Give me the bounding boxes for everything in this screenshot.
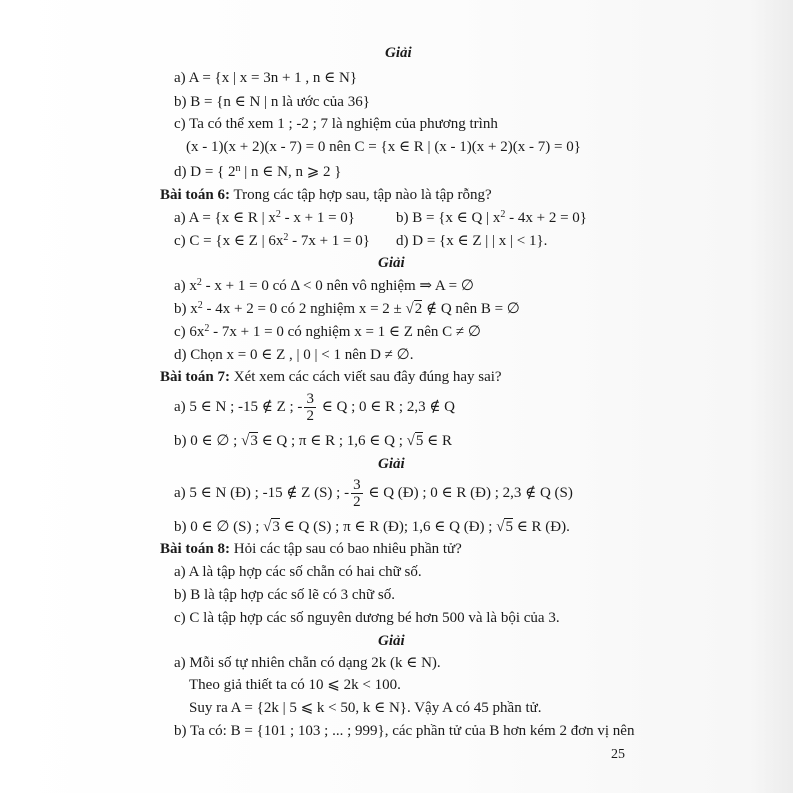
problem-title: Bài toán 7: <box>160 369 231 385</box>
problem-7-b: b) 0 ∈ ∅ ; √3 ∈ Q ; π ∈ R ; 1,6 ∈ Q ; √5 ∈ R <box>174 433 452 449</box>
solution-6-a <box>174 277 474 295</box>
text-fragment: c) C = {x ∈ Z | 6x <box>174 233 284 249</box>
sqrt-radicand: 3 <box>272 519 280 535</box>
text-fragment: b) 0 ∈ ∅ (S) ; <box>174 519 264 535</box>
problem-7-a <box>174 390 455 424</box>
problem-6-statement <box>160 186 492 204</box>
text-fragment: ∈ R (Đ). <box>512 519 570 535</box>
text-fragment: | n ∈ N, n ⩾ 2 } <box>240 164 342 180</box>
superscript: 2 <box>197 300 203 311</box>
sqrt-radicand: 5 <box>505 519 513 535</box>
text-fragment: a) A = {x ∈ R | x <box>174 210 276 226</box>
problem-8-statement <box>160 540 462 558</box>
solution-8-a1: a) Mỗi số tự nhiên chẵn có dạng 2k (k ∈ N). <box>174 655 441 671</box>
solution-7-a <box>174 476 573 510</box>
solution-heading-1: Giải <box>385 45 412 61</box>
text-fragment: ∈ Q (Đ) ; 0 ∈ R (Đ) ; 2,3 ∉ Q (S) <box>364 485 573 501</box>
text-fragment: a) 5 ∈ N ; -15 ∉ Z ; - <box>174 399 303 415</box>
solution-line-b: b) B = {n ∈ N | n là ước của 36} <box>174 94 370 110</box>
text-fragment: a) 5 ∈ N (Đ) ; -15 ∉ Z (S) ; - <box>174 485 350 501</box>
problem-text: Hỏi các tập sau có bao nhiêu phần tử? <box>230 541 462 557</box>
text-fragment: ∈ Q (S) ; π ∈ R (Đ); 1,6 ∈ Q (Đ) ; <box>279 519 497 535</box>
solution-8-a3: Suy ra A = {2k | 5 ⩽ k < 50, k ∈ N}. Vậy A có 45 phần tử. <box>189 700 542 716</box>
solution-heading-8: Giải <box>378 633 405 649</box>
text-fragment: b) 0 ∈ ∅ ; <box>174 433 242 449</box>
fraction-denominator: 2 <box>306 408 314 425</box>
text-fragment: - 4x + 2 = 0 có 2 nghiệm x = 2 ± <box>202 301 406 317</box>
problem-text: Trong các tập hợp sau, tập nào là tập rỗng? <box>230 187 492 203</box>
sqrt-radicand: 5 <box>415 433 424 449</box>
problem-8-c: c) C là tập hợp các số nguyên dương bé hơn 500 và là bội của 3. <box>174 610 560 626</box>
problem-6-option-d: d) D = {x ∈ Z | | x | < 1}. <box>396 233 548 249</box>
page-number: 25 <box>611 747 625 762</box>
text-fragment: ∈ Q ; π ∈ R ; 1,6 ∈ Q ; <box>257 433 407 449</box>
solution-8-b1: b) Ta có: B = {101 ; 103 ; ... ; 999}, các phần tử của B hơn kém 2 đơn vị nên <box>174 723 635 739</box>
superscript: 2 <box>196 277 202 288</box>
fraction-numerator: 3 <box>353 477 361 494</box>
solution-heading-7: Giải <box>378 456 405 472</box>
solution-7-b: b) 0 ∈ ∅ (S) ; √3 ∈ Q (S) ; π ∈ R (Đ); 1,6 ∈ Q (Đ) ; √5 ∈ R (Đ). <box>174 519 570 535</box>
solution-8-a2: Theo giả thiết ta có 10 ⩽ 2k < 100. <box>189 677 401 693</box>
text-fragment: b) x <box>174 301 198 317</box>
text-fragment: d) D = { 2 <box>174 164 236 180</box>
solution-line-c2: (x - 1)(x + 2)(x - 7) = 0 nên C = {x ∈ R | (x - 1)(x + 2)(x - 7) = 0} <box>186 139 581 155</box>
problem-6-option-c <box>174 232 370 250</box>
fraction-denominator: 2 <box>353 494 361 511</box>
solution-6-d: d) Chọn x = 0 ∈ Z , | 0 | < 1 nên D ≠ ∅. <box>174 347 414 363</box>
fraction <box>351 477 363 510</box>
solution-6-b: b) $x^2 - 4x + 2 = 0$ có 2 nghiệm x = 2 ± √2 ∉ Q nên B = ∅ <box>174 300 520 317</box>
problem-8-b: b) B là tập hợp các số lẽ có 3 chữ số. <box>174 587 396 603</box>
fraction <box>304 391 316 424</box>
superscript: 2 <box>275 209 281 220</box>
text-fragment: ∉ Q nên B = ∅ <box>422 301 520 317</box>
text-fragment: a) x <box>174 278 197 294</box>
superscript: 2 <box>283 232 289 243</box>
sqrt-radicand: 2 <box>414 301 423 317</box>
fraction-numerator: 3 <box>306 391 314 408</box>
problem-title: Bài toán 6: <box>160 187 231 203</box>
problem-title: Bài toán 8: <box>160 541 231 557</box>
solution-heading-6: Giải <box>378 255 405 271</box>
solution-line-a: a) A = {x | x = 3n + 1 , n ∈ N} <box>174 70 358 86</box>
text-fragment: - 4x + 2 = 0} <box>505 210 587 226</box>
text-fragment: b) B = {x ∈ Q | x <box>396 210 501 226</box>
solution-line-c1: c) Ta có thể xem 1 ; -2 ; 7 là nghiệm của phương trình <box>174 116 498 132</box>
text-fragment: ∈ Q ; 0 ∈ R ; 2,3 ∉ Q <box>317 399 456 415</box>
text-fragment: ∈ R <box>423 433 452 449</box>
text-fragment: - 7x + 1 = 0 có nghiệm x = 1 ∈ Z nên C ≠ ∅ <box>209 324 481 340</box>
superscript: 2 <box>204 323 210 334</box>
problem-8-a: a) A là tập hợp các số chẵn có hai chữ số. <box>174 564 422 580</box>
superscript: 2 <box>500 209 506 220</box>
problem-6-option-b <box>396 209 587 227</box>
superscript: n <box>235 163 241 174</box>
text-fragment: - 7x + 1 = 0} <box>288 233 370 249</box>
text-fragment: - x + 1 = 0} <box>280 210 355 226</box>
solution-6-c <box>174 323 481 341</box>
solution-line-d <box>174 163 341 181</box>
text-fragment: c) 6x <box>174 324 205 340</box>
sqrt-radicand: 3 <box>250 433 258 449</box>
problem-7-statement <box>160 368 502 386</box>
problem-text: Xét xem các cách viết sau đây đúng hay sai? <box>230 369 502 385</box>
problem-6-option-a <box>174 209 355 227</box>
text-fragment: - x + 1 = 0 có Δ < 0 nên vô nghiệm ⇒ A = ∅ <box>201 278 474 294</box>
page-edge-shadow <box>751 0 793 793</box>
